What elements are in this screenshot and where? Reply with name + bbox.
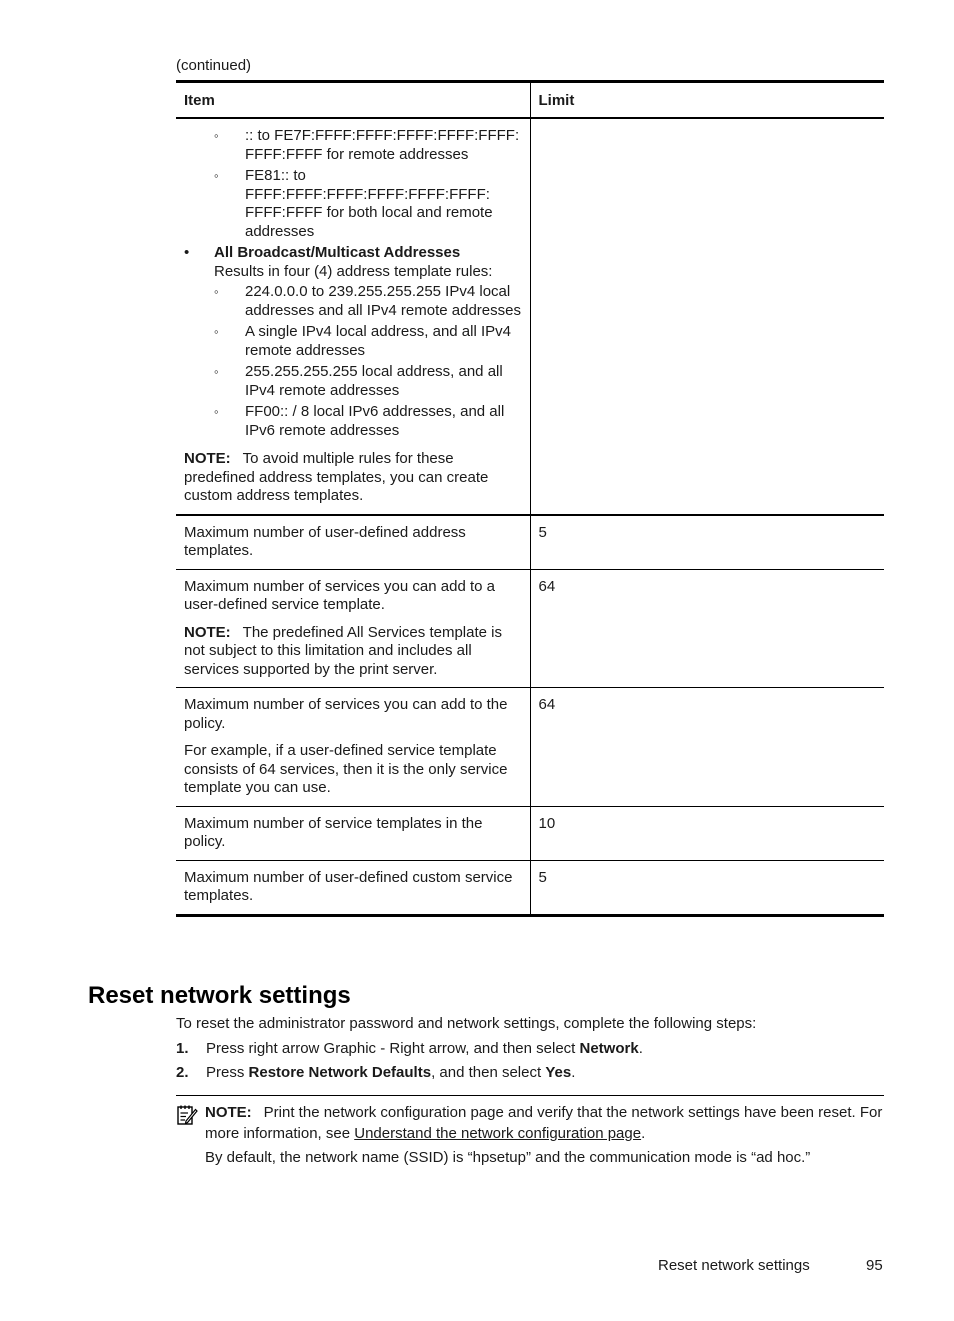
step-1: 1. Press right arrow Graphic - Right arrow, and then select Network. bbox=[176, 1040, 643, 1057]
table-header-row bbox=[176, 82, 884, 119]
page-number: 95 bbox=[866, 1257, 883, 1274]
table-cell-limit: 5 bbox=[530, 515, 884, 570]
table-cell-item: Maximum number of services you can add to the policy. For example, if a user-defined service template consists of 64 services, then it is the only service template you can use. bbox=[176, 688, 530, 807]
bullet-title: All Broadcast/Multicast Addresses bbox=[214, 244, 461, 261]
table-cell-item: Maximum number of service templates in the policy. bbox=[176, 806, 530, 860]
list-item: ◦ FF00:: / 8 local IPv6 addresses, and all IPv6 remote addresses bbox=[214, 403, 505, 439]
table-row bbox=[176, 118, 884, 515]
table-cell-limit: 64 bbox=[530, 688, 884, 807]
table-cell-limit bbox=[530, 118, 884, 515]
table-cell-item: Maximum number of services you can add to a user-defined service template. NOTE: The predefined All Services template is not subject to this limitation and includes all services supported by the print server. bbox=[176, 569, 530, 688]
note-body: NOTE: Print the network configuration page and verify that the network settings have been reset. For more information, see Understand the network configuration page. By default, the network name (SSID) is “hpsetup” and the communication mode is “ad hoc.” bbox=[205, 1104, 883, 1166]
note-para2: By default, the network name (SSID) is “hpsetup” and the communication mode is “ad hoc.” bbox=[205, 1149, 811, 1166]
table-cell-limit: 64 bbox=[530, 569, 884, 688]
footer-title: Reset network settings bbox=[658, 1257, 810, 1274]
table-row bbox=[176, 806, 884, 860]
table-note: NOTE: To avoid multiple rules for these predefined address templates, you can create custom address templates. bbox=[184, 450, 489, 504]
note-icon bbox=[176, 1104, 198, 1126]
table-row bbox=[176, 515, 884, 570]
list-item: ◦ 224.0.0.0 to 239.255.255.255 IPv4 local addresses and all IPv4 remote addresses bbox=[214, 283, 521, 319]
bullet-text: Results in four (4) address template rules: bbox=[214, 262, 493, 280]
continued-label: (continued) bbox=[176, 57, 252, 74]
table-row bbox=[176, 860, 884, 915]
list-item: ◦ A single IPv4 local address, and all IPv4 remote addresses bbox=[214, 323, 511, 359]
note-label: NOTE: bbox=[205, 1104, 252, 1121]
list-item: ◦ :: to FE7F:FFFF:FFFF:FFFF:FFFF:FFFF: FFFF:FFFF for remote addresses bbox=[214, 127, 520, 163]
table-cell-limit: 5 bbox=[530, 860, 884, 915]
sub-list bbox=[184, 283, 522, 440]
list-item: ◦ 255.255.255.255 local address, and all IPv4 remote addresses bbox=[214, 363, 503, 399]
section-heading: Reset network settings bbox=[88, 982, 351, 1009]
section-intro: To reset the administrator password and network settings, complete the following steps: bbox=[176, 1015, 757, 1032]
table-row bbox=[176, 569, 884, 688]
config-page-link[interactable]: Understand the network configuration page bbox=[354, 1125, 642, 1142]
limits-table bbox=[176, 80, 884, 917]
header-limit: Limit bbox=[530, 82, 884, 119]
table-cell-item: Maximum number of user-defined address templates. bbox=[176, 515, 530, 570]
table-cell-item bbox=[176, 118, 530, 515]
table-cell-item: Maximum number of user-defined custom service templates. bbox=[176, 860, 530, 915]
list-item: ◦ FE81:: to FFFF:FFFF:FFFF:FFFF:FFFF:FFFF: FFFF:FFFF for both local and remote addresses bbox=[214, 167, 493, 240]
note-box bbox=[176, 1095, 884, 1166]
step-2: 2. Press Restore Network Defaults, and then select Yes. bbox=[176, 1064, 576, 1081]
sub-list bbox=[184, 127, 522, 241]
table-note: NOTE: The predefined All Services template is not subject to this limitation and includes all services supported by the print server. bbox=[184, 623, 502, 678]
table-row bbox=[176, 688, 884, 807]
table-cell-limit: 10 bbox=[530, 806, 884, 860]
header-item: Item bbox=[176, 82, 530, 119]
bullet-item: • All Broadcast/Multicast Addresses Results in four (4) address template rules: bbox=[184, 244, 493, 280]
